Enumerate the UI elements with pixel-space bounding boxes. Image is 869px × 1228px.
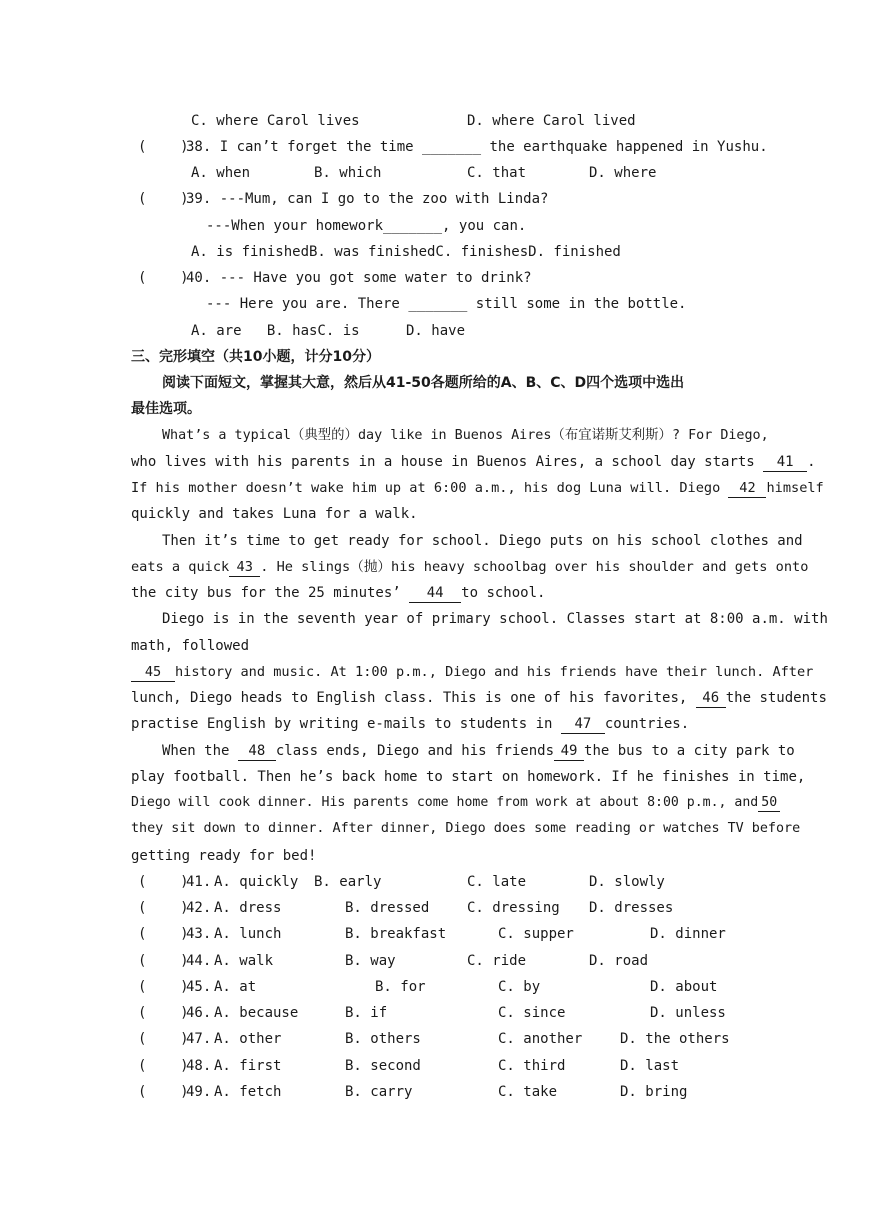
q38-answer-paren: ( ) bbox=[138, 139, 189, 155]
blank-47: 47 bbox=[561, 716, 605, 734]
passage-line: math, followed bbox=[131, 638, 250, 654]
passage-text: to school. bbox=[461, 585, 546, 601]
passage-line bbox=[131, 583, 545, 603]
section-title: 三、完形填空（共10小题，计分10分） bbox=[131, 349, 380, 365]
option-c: C. late bbox=[467, 874, 527, 890]
passage-line bbox=[131, 557, 808, 577]
section-instruction-line-1: 阅读下面短文，掌握其大意，然后从41-50各题所给的A、B、C、D四个选项中选出 bbox=[162, 375, 685, 391]
passage-text: class ends, Diego and his friends bbox=[275, 743, 555, 759]
blank-50: 50 bbox=[758, 794, 780, 812]
option-d: D. unless bbox=[650, 1005, 726, 1021]
passage-line bbox=[131, 478, 824, 498]
q40-option-d: D. have bbox=[406, 323, 466, 339]
passage-text: If his mother doesn’t wake him up at 6:00 a.m., his dog Luna will. Diego bbox=[131, 480, 729, 496]
q38-blank: _______ bbox=[422, 139, 482, 155]
question-number: 43. bbox=[186, 926, 212, 942]
option-d: D. road bbox=[589, 953, 649, 969]
option-c: C. third bbox=[498, 1058, 566, 1074]
section-instruction-line-2: 最佳选项。 bbox=[131, 401, 201, 417]
option-b: B. early bbox=[314, 874, 382, 890]
option-d: D. bring bbox=[620, 1084, 688, 1100]
option-c: C. by bbox=[498, 979, 541, 995]
option-c: C. ride bbox=[467, 953, 527, 969]
passage-text: Diego will cook dinner. His parents come home from work at about 8:00 p.m., and bbox=[131, 795, 759, 810]
passage-text: When the bbox=[162, 743, 238, 759]
question-number: 42. bbox=[186, 900, 212, 916]
passage-line: What’s a typical（典型的）day like in Buenos Aires（布宜诺斯艾利斯）? For Diego, bbox=[162, 428, 769, 443]
q37-option-c: C. where Carol lives bbox=[191, 113, 360, 129]
option-a: A. lunch bbox=[214, 926, 282, 942]
q40-blank: _______ bbox=[408, 296, 468, 312]
passage-line: they sit down to dinner. After dinner, Diego does some reading or watches TV before bbox=[131, 821, 801, 836]
option-c: C. dressing bbox=[467, 900, 560, 916]
passage-text: the students bbox=[725, 690, 827, 706]
answer-paren: ( ) bbox=[138, 1005, 189, 1021]
q39-options: A. is finishedB. was finishedC. finishesD. finished bbox=[191, 244, 621, 260]
answer-paren: ( ) bbox=[138, 1084, 189, 1100]
passage-line: Diego is in the seventh year of primary school. Classes start at 8:00 a.m. with bbox=[162, 611, 828, 627]
q38-stem bbox=[186, 137, 768, 157]
q39-stem: 39. ---Mum, can I go to the zoo with Linda? bbox=[186, 191, 549, 207]
q38-stem-end: the earthquake happened in Yushu. bbox=[489, 139, 768, 155]
option-c: C. supper bbox=[498, 926, 574, 942]
option-a: A. first bbox=[214, 1058, 282, 1074]
blank-41: 41 bbox=[763, 454, 807, 472]
q38-stem-start: 38. I can’t forget the time bbox=[186, 139, 414, 155]
blank-44: 44 bbox=[409, 585, 461, 603]
q38-option-c: C. that bbox=[467, 165, 527, 181]
q40-answer-paren: ( ) bbox=[138, 270, 189, 286]
passage-line: getting ready for bed! bbox=[131, 848, 317, 864]
question-number: 48. bbox=[186, 1058, 212, 1074]
option-d: D. the others bbox=[620, 1031, 730, 1047]
blank-48: 48 bbox=[238, 743, 276, 761]
passage-text: practise English by writing e-mails to students in bbox=[131, 716, 561, 732]
blank-43: 43 bbox=[229, 559, 260, 577]
passage-line bbox=[131, 662, 813, 682]
passage-line bbox=[131, 688, 827, 708]
passage-line: Then it’s time to get ready for school. Diego puts on his school clothes and bbox=[162, 533, 803, 549]
passage-line bbox=[131, 793, 780, 813]
passage-text: the bus to a city park to bbox=[584, 743, 795, 759]
passage-text: . He slings（抛）his heavy schoolbag over his shoulder and gets onto bbox=[260, 559, 809, 575]
passage-text: who lives with his parents in a house in Buenos Aires, a school day starts bbox=[131, 454, 764, 470]
passage-line bbox=[131, 452, 816, 472]
q39-blank: _______ bbox=[383, 218, 443, 234]
passage-text: lunch, Diego heads to English class. This is one of his favorites, bbox=[131, 690, 696, 706]
option-b: B. breakfast bbox=[345, 926, 447, 942]
answer-paren: ( ) bbox=[138, 953, 189, 969]
passage-line: play football. Then he’s back home to start on homework. If he finishes in time, bbox=[131, 769, 806, 785]
blank-45: 45 bbox=[131, 664, 175, 682]
q40-reply-end: still some in the bottle. bbox=[475, 296, 687, 312]
option-d: D. slowly bbox=[589, 874, 665, 890]
q38-option-a: A. when bbox=[191, 165, 251, 181]
q40-reply-start: --- Here you are. There bbox=[206, 296, 400, 312]
answer-paren: ( ) bbox=[138, 900, 189, 916]
answer-paren: ( ) bbox=[138, 874, 189, 890]
passage-line bbox=[131, 714, 689, 734]
passage-text: . bbox=[807, 454, 816, 470]
option-d: D. dresses bbox=[589, 900, 674, 916]
option-a: A. other bbox=[214, 1031, 282, 1047]
passage-text: countries. bbox=[604, 716, 690, 732]
option-a: A. dress bbox=[214, 900, 282, 916]
q39-reply-end: , you can. bbox=[442, 218, 527, 234]
option-a: A. fetch bbox=[214, 1084, 282, 1100]
q38-option-d: D. where bbox=[589, 165, 657, 181]
q39-reply bbox=[206, 216, 526, 236]
option-b: B. second bbox=[345, 1058, 421, 1074]
option-b: B. if bbox=[345, 1005, 388, 1021]
q40-reply bbox=[206, 294, 686, 314]
q38-option-b: B. which bbox=[314, 165, 382, 181]
blank-42: 42 bbox=[728, 480, 766, 498]
blank-49: 49 bbox=[554, 743, 584, 761]
option-c: C. since bbox=[498, 1005, 566, 1021]
answer-paren: ( ) bbox=[138, 1031, 189, 1047]
option-b: B. for bbox=[375, 979, 426, 995]
question-number: 47. bbox=[186, 1031, 212, 1047]
answer-paren: ( ) bbox=[138, 1058, 189, 1074]
option-d: D. dinner bbox=[650, 926, 726, 942]
option-b: B. way bbox=[345, 953, 396, 969]
passage-line: quickly and takes Luna for a walk. bbox=[131, 506, 418, 522]
question-number: 45. bbox=[186, 979, 212, 995]
question-number: 46. bbox=[186, 1005, 212, 1021]
blank-46: 46 bbox=[696, 690, 726, 708]
option-c: C. take bbox=[498, 1084, 558, 1100]
option-a: A. because bbox=[214, 1005, 299, 1021]
option-a: A. quickly bbox=[214, 874, 299, 890]
question-number: 41. bbox=[186, 874, 212, 890]
passage-text: eats a quick bbox=[131, 559, 230, 575]
option-c: C. another bbox=[498, 1031, 583, 1047]
option-a: A. walk bbox=[214, 953, 274, 969]
q39-answer-paren: ( ) bbox=[138, 191, 189, 207]
option-d: D. last bbox=[620, 1058, 680, 1074]
option-b: B. carry bbox=[345, 1084, 413, 1100]
option-b: B. others bbox=[345, 1031, 421, 1047]
answer-paren: ( ) bbox=[138, 926, 189, 942]
option-d: D. about bbox=[650, 979, 718, 995]
passage-text: the city bus for the 25 minutes’ bbox=[131, 585, 401, 601]
answer-paren: ( ) bbox=[138, 979, 189, 995]
passage-line bbox=[162, 741, 795, 761]
q40-stem: 40. --- Have you got some water to drink? bbox=[186, 270, 532, 286]
question-number: 49. bbox=[186, 1084, 212, 1100]
q37-option-d: D. where Carol lived bbox=[467, 113, 636, 129]
option-b: B. dressed bbox=[345, 900, 430, 916]
question-number: 44. bbox=[186, 953, 212, 969]
option-a: A. at bbox=[214, 979, 257, 995]
q40-options-abc: A. are B. hasC. is bbox=[191, 323, 360, 339]
passage-text: himself bbox=[766, 480, 824, 496]
passage-text: history and music. At 1:00 p.m., Diego and his friends have their lunch. After bbox=[175, 664, 814, 680]
q39-reply-start: ---When your homework bbox=[206, 218, 384, 234]
